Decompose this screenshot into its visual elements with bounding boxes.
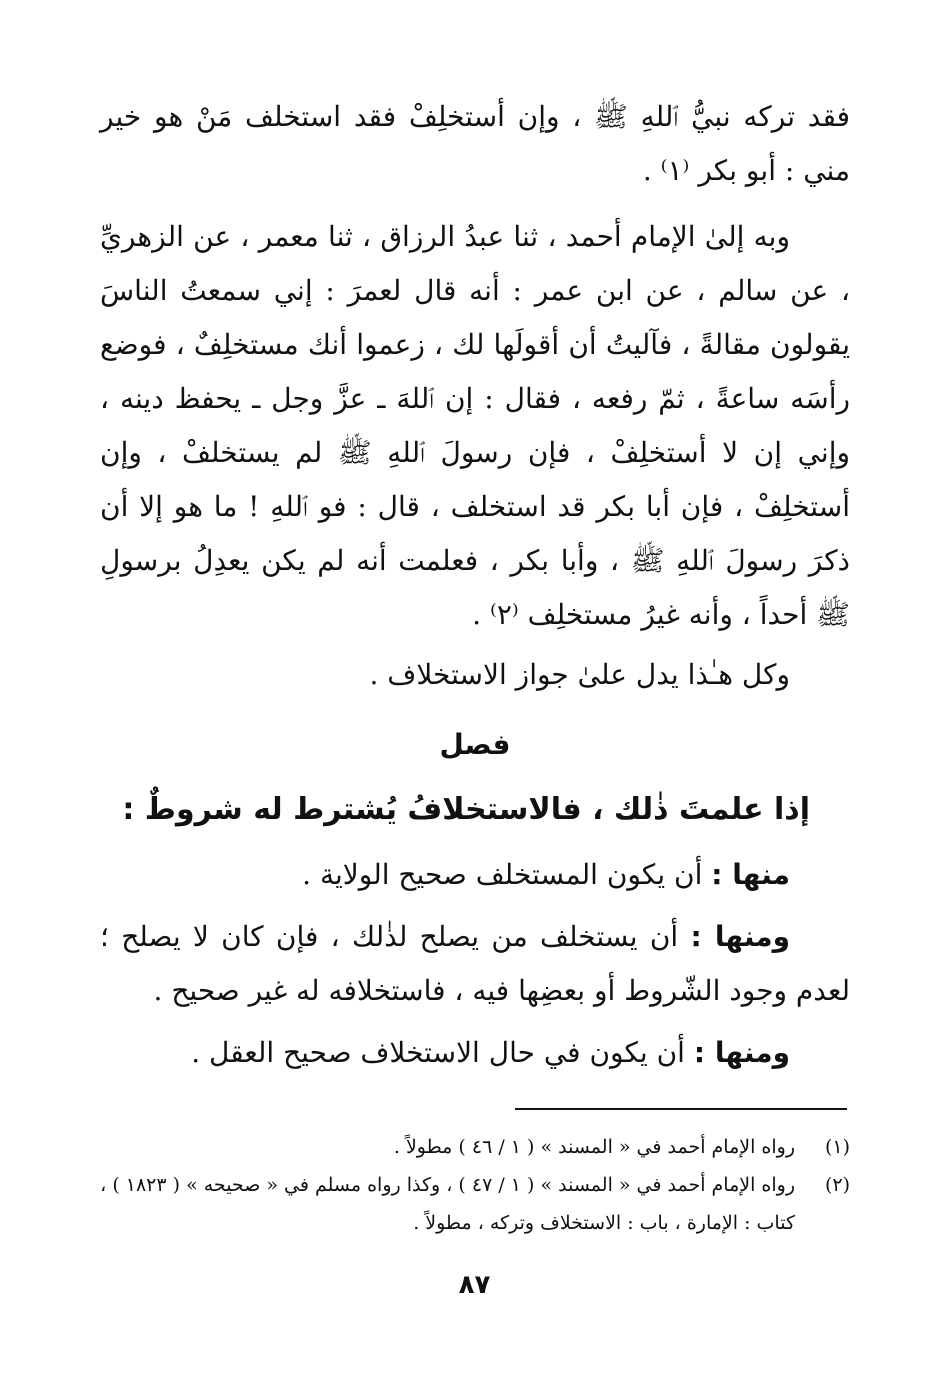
section-title: فصل xyxy=(439,728,511,761)
section-heading: إذا علمتَ ذٰلك ، فالاستخلافُ يُشترط له شروطٌ : xyxy=(122,792,810,827)
page-body xyxy=(100,90,850,1080)
paragraph-1: فقد تركه نبيُّ ٱللهِ ﷺ ، وإن أستخلِفْ فقد استخلف مَنْ هو خير مني : أبو بكر ⁽١⁾ . xyxy=(100,100,850,187)
footnote-text: رواه الإمام أحمد في « المسند » ( ١ / ٤٧ ) ، وكذا رواه مسلم في « صحيحه » ( ١٨٢٣ ) ، كتاب : الإمارة ، باب : الاستخلاف وتركه ، مطولاً . xyxy=(100,1174,795,1234)
paragraph-3: وكل هـٰذا يدل علىٰ جواز الاستخلاف . xyxy=(369,658,790,691)
footnote-separator xyxy=(515,1108,847,1110)
condition-text: أن يستخلف من يصلح لذٰلك ، فإن كان لا يصلح ؛ لعدم وجود الشّروط أو بعضِها فيه ، فاستخلافه له غير صحيح . xyxy=(100,920,850,1007)
condition-3 xyxy=(100,1026,850,1080)
footnote-1 xyxy=(100,1128,850,1166)
page-number: ٨٧ xyxy=(458,1270,491,1300)
footnote-text: رواه الإمام أحمد في « المسند » ( ١ / ٤٦ ) مطولاً . xyxy=(393,1136,795,1158)
condition-lead: ومنها : xyxy=(693,1036,790,1069)
condition-lead: ومنها : xyxy=(690,920,790,953)
paragraph-2: وبه إلىٰ الإمام أحمد ، ثنا عبدُ الرزاق ، ثنا معمر ، عن الزهريِّ ، عن سالم ، عن ابن عمر : أنه قال لعمرَ : إني سمعتُ الناسَ يقولون مقالةً ، فآليتُ أن أقولَها لك ، زعموا أنك مستخلِفٌ ، فوضع رأسَه ساعةً ، ثمّ رفعه ، فقال : إن ٱللهَ ـ عزَّ وجل ـ يحفظ دينه ، وإني إن لا أستخلِفْ ، فإن رسولَ ٱللهِ ﷺ لم يستخلفْ ، وإن أستخلِفْ ، فإن أبا بكر قد استخلف ، قال : فو ٱللهِ ! ما هو إلا أن ذكرَ رسولَ ٱللهِ ﷺ ، وأبا بكر ، فعلمت أنه لم يكن يعدِلُ برسولِ ﷺ أحداً ، وأنه غيرُ مستخلِف ⁽٢⁾ . xyxy=(100,220,850,631)
condition-lead: منها : xyxy=(711,858,790,891)
footnote-2 xyxy=(100,1166,850,1242)
footnote-number: (١) xyxy=(824,1136,850,1158)
condition-2 xyxy=(100,910,850,1018)
footnotes xyxy=(100,1128,850,1242)
footnote-number: (٢) xyxy=(824,1174,850,1196)
condition-1 xyxy=(100,848,850,902)
condition-text: أن يكون المستخلف صحيح الولاية . xyxy=(302,858,712,891)
condition-text: أن يكون في حال الاستخلاف صحيح العقل . xyxy=(191,1036,694,1069)
